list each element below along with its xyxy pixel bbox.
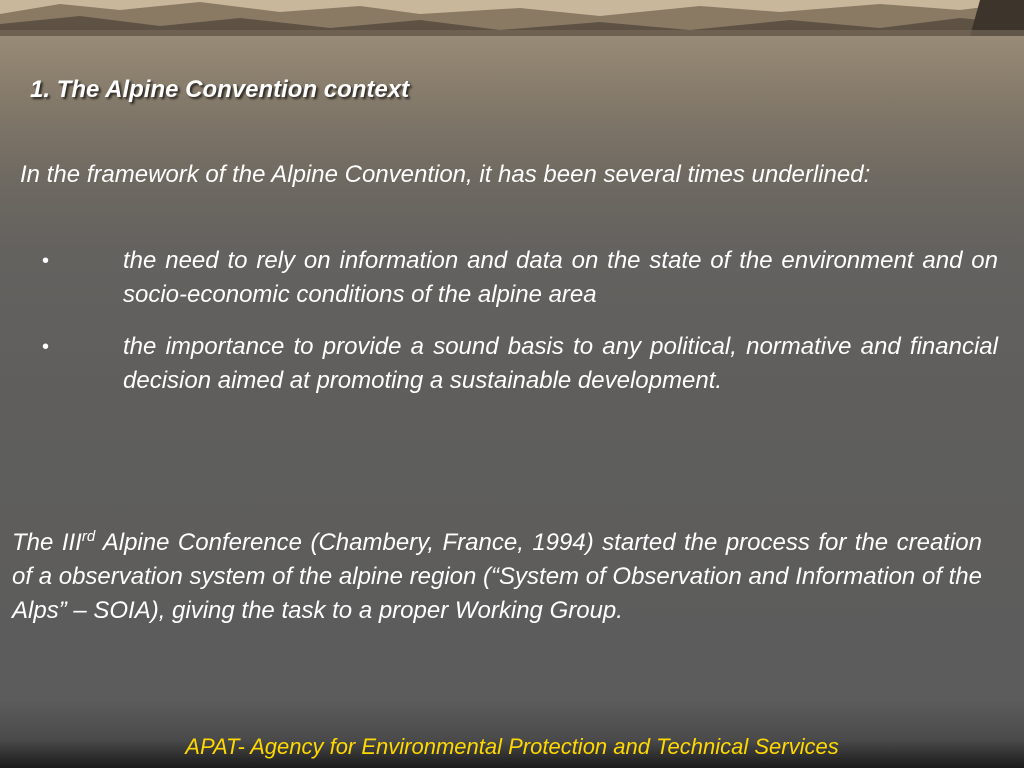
- conference-superscript: rd: [81, 528, 96, 545]
- intro-paragraph: In the framework of the Alpine Convention, it has been several times underlined:: [20, 161, 871, 188]
- bullet-symbol: •: [42, 336, 50, 358]
- bullet-symbol: •: [42, 250, 50, 272]
- conference-paragraph: [12, 526, 982, 628]
- conference-prefix: The III: [12, 529, 82, 556]
- bullet-text: the importance to provide a sound basis to any political, normative and financial decision aimed at promoting a sustainable development.: [123, 333, 998, 394]
- bullet-text: the need to rely on information and data on the state of the environment and on socio-economic conditions of the alpine area: [123, 247, 998, 308]
- footer-text: APAT- Agency for Environmental Protection and Technical Services: [185, 734, 839, 759]
- conference-body: Alpine Conference (Chambery, France, 1994) started the process for the creation of a observation system of the alpine region (“System of Observation and Information of the Alps” – SOIA), giving the task to a proper Working Group.: [12, 529, 982, 624]
- slide-title: 1. The Alpine Convention context: [30, 76, 410, 103]
- mountain-banner: [0, 0, 1024, 36]
